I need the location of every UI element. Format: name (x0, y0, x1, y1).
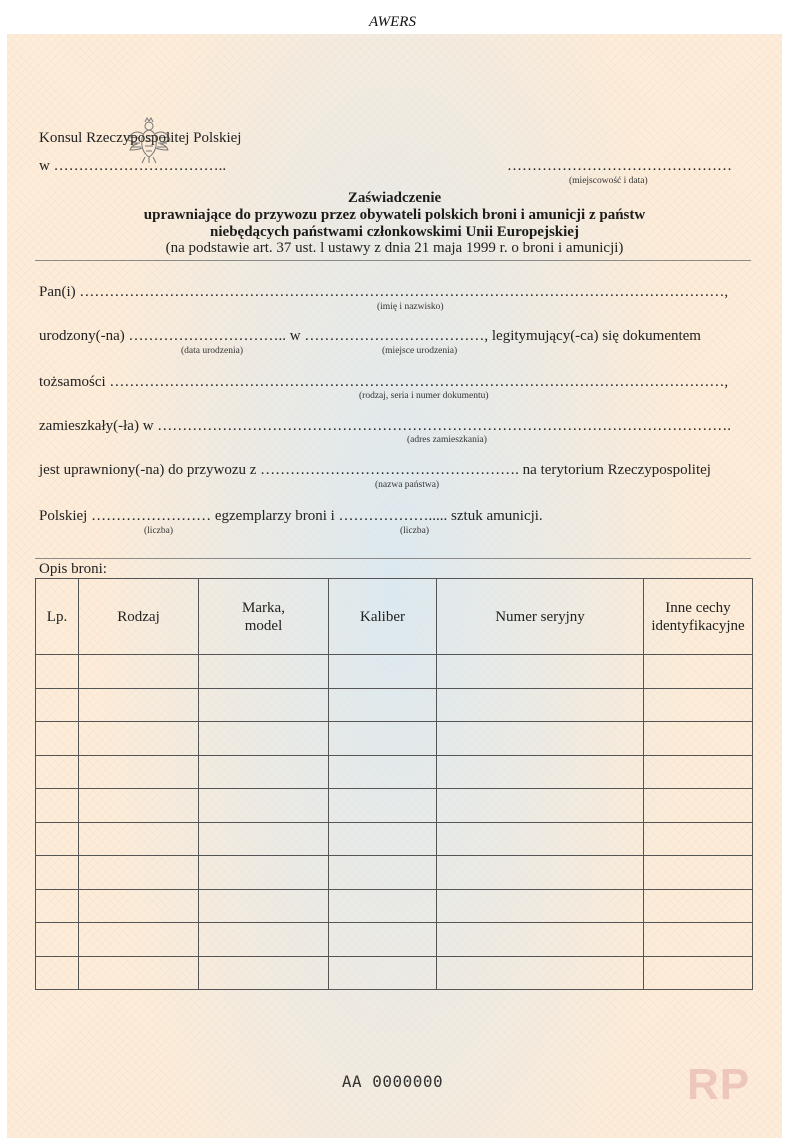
table-row (36, 822, 753, 856)
place-date-line: ……………………………………… (507, 158, 732, 174)
table-cell (329, 789, 437, 823)
table-cell (79, 956, 199, 990)
table-cell (199, 856, 329, 890)
zamieszkaly-line: zamieszkały(-ła) w ……………………………………………………………………………………………………. (39, 418, 732, 434)
table-cell (36, 856, 79, 890)
table-cell (199, 688, 329, 722)
table-row (36, 856, 753, 890)
birth-place-caption: (miejsce urodzenia) (382, 346, 458, 356)
country-caption: (nazwa państwa) (375, 480, 440, 490)
table-cell (36, 688, 79, 722)
table-row (36, 923, 753, 957)
awers-label: AWERS (369, 14, 416, 30)
serial-number: AA 0000000 (341, 1072, 444, 1091)
col-numer-seryjny: Numer seryjny (437, 579, 644, 655)
table-cell (199, 789, 329, 823)
table-cell (437, 722, 644, 756)
table-cell (79, 722, 199, 756)
table-cell (329, 856, 437, 890)
table-cell (644, 923, 753, 957)
uprawniony-line: jest uprawniony(-na) do przywozu z ……………………………………………. na terytorium Rzeczypospolitej (39, 462, 711, 478)
table-cell (79, 789, 199, 823)
table-cell (36, 822, 79, 856)
table-cell (437, 688, 644, 722)
table-cell (79, 822, 199, 856)
table-cell (644, 789, 753, 823)
table-cell (36, 655, 79, 689)
weapons-table (35, 578, 753, 990)
table-cell (36, 722, 79, 756)
table-cell (437, 822, 644, 856)
table-cell (644, 755, 753, 789)
pan-line: Pan(i) …………………………………………………………………………………………………………………, (39, 284, 729, 300)
location-line: w …………………………….. (39, 158, 227, 174)
table-cell (329, 722, 437, 756)
table-cell (36, 889, 79, 923)
table-row (36, 755, 753, 789)
table-cell (199, 956, 329, 990)
table-cell (329, 688, 437, 722)
table-cell (79, 688, 199, 722)
table-cell (329, 755, 437, 789)
polskiej-line: Polskiej …………………… egzemplarzy broni i ………………..... sztuk amunicji. (39, 508, 543, 524)
table-cell (79, 923, 199, 957)
document-caption: (rodzaj, seria i numer dokumentu) (359, 391, 489, 401)
table-cell (79, 655, 199, 689)
table-row (36, 889, 753, 923)
table-cell (329, 655, 437, 689)
ammo-count-caption: (liczba) (400, 526, 430, 536)
table-cell (36, 789, 79, 823)
table-cell (199, 722, 329, 756)
weapons-label: Opis broni: (39, 561, 107, 577)
table-row (36, 688, 753, 722)
table-header-row (36, 579, 753, 655)
table-cell (36, 923, 79, 957)
col-inne-cechy-label: Inne cechy identyfikacyjne (651, 599, 745, 634)
birth-date-caption: (data urodzenia) (181, 346, 243, 356)
table-cell (437, 856, 644, 890)
col-lp: Lp. (36, 579, 79, 655)
header-separator (35, 260, 751, 261)
consul-line: Konsul Rzeczypospolitej Polskiej (39, 130, 242, 146)
weapons-table-body (36, 655, 753, 990)
title-line-2: niebędących państwami członkowskimi Unii Europejskiej (210, 224, 579, 240)
table-cell (437, 889, 644, 923)
table-row (36, 956, 753, 990)
table-cell (329, 822, 437, 856)
table-cell (329, 956, 437, 990)
tozsamosci-line: tożsamości ……………………………………………………………………………………………………………, (39, 374, 729, 390)
table-cell (437, 755, 644, 789)
table-cell (644, 722, 753, 756)
col-rodzaj: Rodzaj (79, 579, 199, 655)
table-cell (437, 789, 644, 823)
col-inne-cechy (644, 579, 753, 655)
table-cell (644, 856, 753, 890)
table-cell (644, 889, 753, 923)
col-marka-model-label: Marka, model (242, 599, 285, 634)
table-cell (79, 755, 199, 789)
form-separator (35, 558, 751, 559)
table-row (36, 655, 753, 689)
rp-watermark: RP (687, 1060, 751, 1109)
table-cell (644, 956, 753, 990)
weapons-count-caption: (liczba) (144, 526, 174, 536)
table-cell (329, 889, 437, 923)
table-cell (437, 655, 644, 689)
col-marka-model (199, 579, 329, 655)
table-cell (437, 956, 644, 990)
table-row (36, 722, 753, 756)
table-cell (644, 688, 753, 722)
place-date-caption: (miejscowość i data) (569, 176, 648, 186)
table-cell (644, 822, 753, 856)
table-cell (79, 856, 199, 890)
table-cell (36, 956, 79, 990)
table-cell (329, 923, 437, 957)
table-cell (199, 655, 329, 689)
pan-caption: (imię i nazwisko) (377, 302, 444, 312)
table-cell (437, 923, 644, 957)
urodzony-line: urodzony(-na) ………………………….. w ………………………………, legitymujący(-ca) się dokumentem (39, 328, 701, 344)
table-cell (79, 889, 199, 923)
document-title: Zaświadczenie (347, 190, 442, 206)
table-cell (199, 889, 329, 923)
table-cell (199, 822, 329, 856)
table-cell (644, 655, 753, 689)
address-caption: (adres zamieszkania) (407, 435, 487, 445)
table-cell (199, 755, 329, 789)
legal-basis: (na podstawie art. 37 ust. l ustawy z dnia 21 maja 1999 r. o broni i amunicji) (165, 240, 624, 256)
title-line-1: uprawniające do przywozu przez obywateli polskich broni i amunicji z państw (143, 207, 646, 223)
col-kaliber: Kaliber (329, 579, 437, 655)
table-cell (199, 923, 329, 957)
table-cell (36, 755, 79, 789)
table-row (36, 789, 753, 823)
